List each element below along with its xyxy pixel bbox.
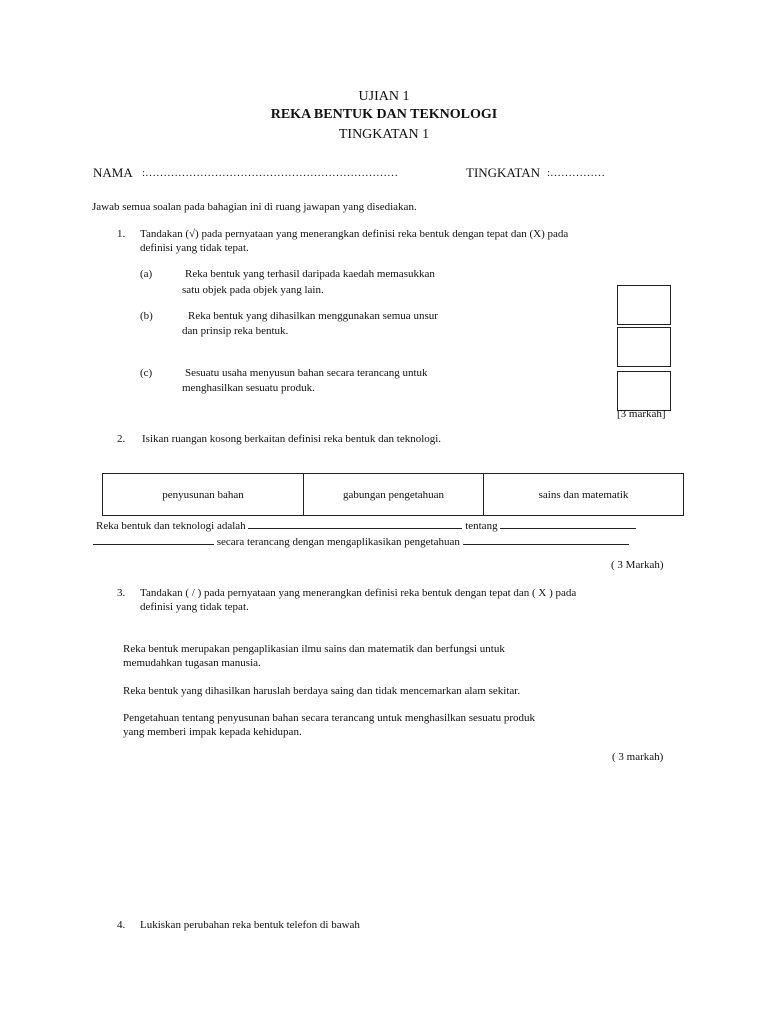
q2-blank-4[interactable] [463, 534, 629, 545]
q3-number: 3. [117, 587, 126, 599]
q1-item-b-label: (b) [140, 310, 153, 322]
q4-number: 4. [117, 919, 126, 931]
word-bank-table [102, 473, 684, 516]
q2-blank-3[interactable] [93, 534, 214, 545]
q3-statement-1-line2: memudahkan tugasan manusia. [123, 657, 261, 669]
q3-text-line2: definisi yang tidak tepat. [140, 601, 249, 613]
instruction-text: Jawab semua soalan pada bahagian ini di ruang jawapan yang disediakan. [92, 201, 417, 213]
q2-sentence-part2: tentang [465, 520, 498, 532]
form-title: TINGKATAN 1 [338, 127, 430, 142]
q3-marks: ( 3 markah) [612, 751, 664, 763]
q1-answer-box-a[interactable] [617, 285, 671, 325]
q2-sentence-part3: secara terancang dengan mengaplikasikan pengetahuan [216, 536, 460, 548]
q2-marks: ( 3 Markah) [611, 559, 664, 571]
q4-text: Lukiskan perubahan reka bentuk telefon di bawah [140, 919, 360, 931]
q1-item-a-line1: Reka bentuk yang terhasil daripada kaedah memasukkan [185, 268, 435, 280]
q3-statement-2: Reka bentuk yang dihasilkan haruslah berdaya saing dan tidak mencemarkan alam sekitar. [123, 685, 521, 697]
q2-number: 2. [117, 433, 126, 445]
q2-blank-1[interactable] [248, 518, 462, 529]
word-bank-item: gabungan pengetahuan [304, 474, 484, 516]
q3-statement-3-line1: Pengetahuan tentang penyusunan bahan secara terancang untuk menghasilkan sesuatu produk [123, 712, 536, 724]
q2-sentence-part1: Reka bentuk dan teknologi adalah [96, 520, 246, 532]
q1-marks: [3 markah] [617, 408, 666, 420]
q3-text-line1: Tandakan ( / ) pada pernyataan yang menerangkan definisi reka bentuk dengan tepat dan ( X ) pada [140, 587, 577, 599]
subject-title: REKA BENTUK DAN TEKNOLOGI [270, 107, 498, 122]
q1-item-c-line1: Sesuatu usaha menyusun bahan secara terancang untuk [185, 367, 428, 379]
word-bank-item: penyusunan bahan [103, 474, 304, 516]
q1-text-line2: definisi yang tidak tepat. [140, 242, 249, 254]
q3-statement-3-line2: yang memberi impak kepada kehidupan. [123, 726, 302, 738]
q2-text: Isikan ruangan kosong berkaitan definisi reka bentuk dan teknologi. [142, 433, 442, 445]
q3-statement-1-line1: Reka bentuk merupakan pengaplikasian ilmu sains dan matematik dan berfungsi untuk [123, 643, 505, 655]
q1-item-c-line2: menghasilkan sesuatu produk. [182, 382, 315, 394]
q1-item-a-line2: satu objek pada objek yang lain. [182, 284, 324, 296]
q1-text-line1: Tandakan (√) pada pernyataan yang menerangkan definisi reka bentuk dengan tepat dan (X) pada [140, 228, 569, 240]
q1-answer-box-b[interactable] [617, 327, 671, 367]
q1-item-b-line1: Reka bentuk yang dihasilkan menggunakan semua unsur [188, 310, 438, 322]
exam-title: UJIAN 1 [358, 89, 410, 104]
form-label: TINGKATAN [466, 165, 541, 180]
form-dots: :…………… [547, 167, 606, 179]
name-dots: :…………………………………………………………… [142, 167, 399, 179]
q1-item-a-label: (a) [140, 268, 153, 280]
q1-item-c-label: (c) [140, 367, 153, 379]
q1-number: 1. [117, 228, 126, 240]
q2-blank-2[interactable] [500, 518, 636, 529]
q1-answer-box-c[interactable] [617, 371, 671, 411]
word-bank-item: sains dan matematik [484, 474, 684, 516]
q1-item-b-line2: dan prinsip reka bentuk. [182, 325, 289, 337]
name-label: NAMA [93, 165, 133, 180]
